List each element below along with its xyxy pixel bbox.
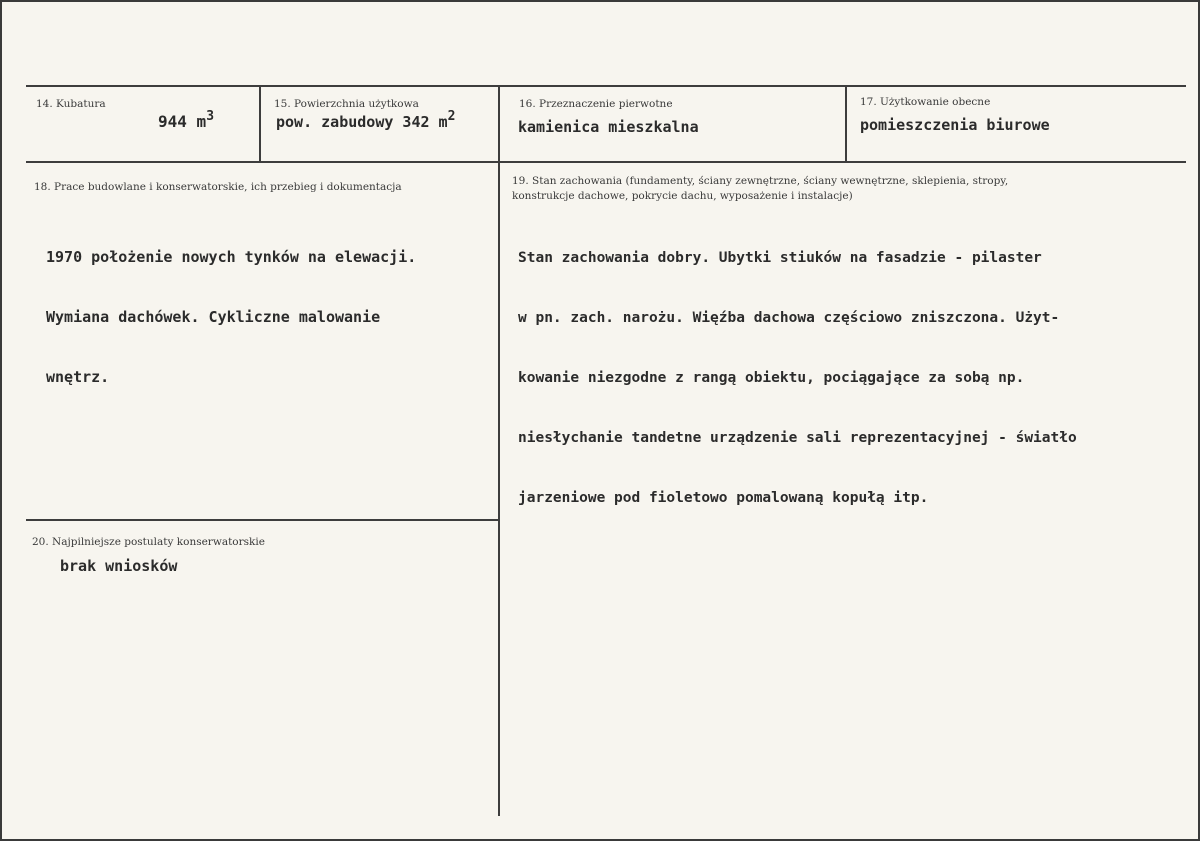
stan-line: jarzeniowe pod fioletowo pomalowaną kopułą itp. [518,490,929,506]
uzytkowanie-value: pomieszczenia biurowe [860,116,1050,134]
przeznaczenie-label: 16. Przeznaczenie pierwotne [519,98,673,110]
przeznaczenie-value: kamienica mieszkalna [518,118,699,136]
powierzchnia-value [276,109,456,134]
powierzchnia-label: 15. Powierzchnia użytkowa [274,98,419,110]
stan-label-line: konstrukcje dachowe, pokrycie dachu, wyposażenie i instalacje) [512,190,853,202]
powierzchnia-exponent: 2 [447,109,456,124]
postulaty-value: brak wniosków [60,557,178,575]
prace-line: 1970 położenie nowych tynków na elewacji. [46,248,417,266]
uzytkowanie-label: 17. Użytkowanie obecne [860,96,991,108]
powierzchnia-text: pow. zabudowy 342 m [276,113,448,131]
col-divider-main [498,86,500,816]
prace-line: Wymiana dachówek. Cykliczne malowanie [46,308,381,326]
prace-text [46,207,416,427]
row-divider [26,161,1186,163]
stan-label [512,174,1008,204]
top-rule [26,85,1186,87]
stan-line: niesłychanie tandetne urządzenie sali reprezentacyjnej - światło [518,430,1077,446]
col-divider-1 [259,86,261,162]
prace-line: wnętrz. [46,368,110,386]
postulaty-label: 20. Najpilniejsze postulaty konserwatorskie [32,536,265,548]
kubatura-value [158,109,215,134]
kubatura-number: 944 [158,112,187,131]
prace-label: 18. Prace budowlane i konserwatorskie, ich przebieg i dokumentacja [34,181,402,193]
kubatura-label: 14. Kubatura [36,98,106,110]
kubatura-unit: m [196,112,207,131]
stan-label-line: 19. Stan zachowania (fundamenty, ściany zewnętrzne, ściany wewnętrzne, sklepienia, stropy, [512,175,1009,187]
section-divider [26,519,498,521]
stan-text [518,208,1077,548]
kubatura-unit-exponent: 3 [206,109,215,124]
col-divider-3 [845,86,847,162]
stan-line: Stan zachowania dobry. Ubytki stiuków na fasadzie - pilaster [518,250,1042,266]
stan-line: w pn. zach. narożu. Więźba dachowa częściowo zniszczona. Użyt- [518,310,1060,326]
stan-line: kowanie niezgodne z rangą obiektu, pociągające za sobą np. [518,370,1025,386]
